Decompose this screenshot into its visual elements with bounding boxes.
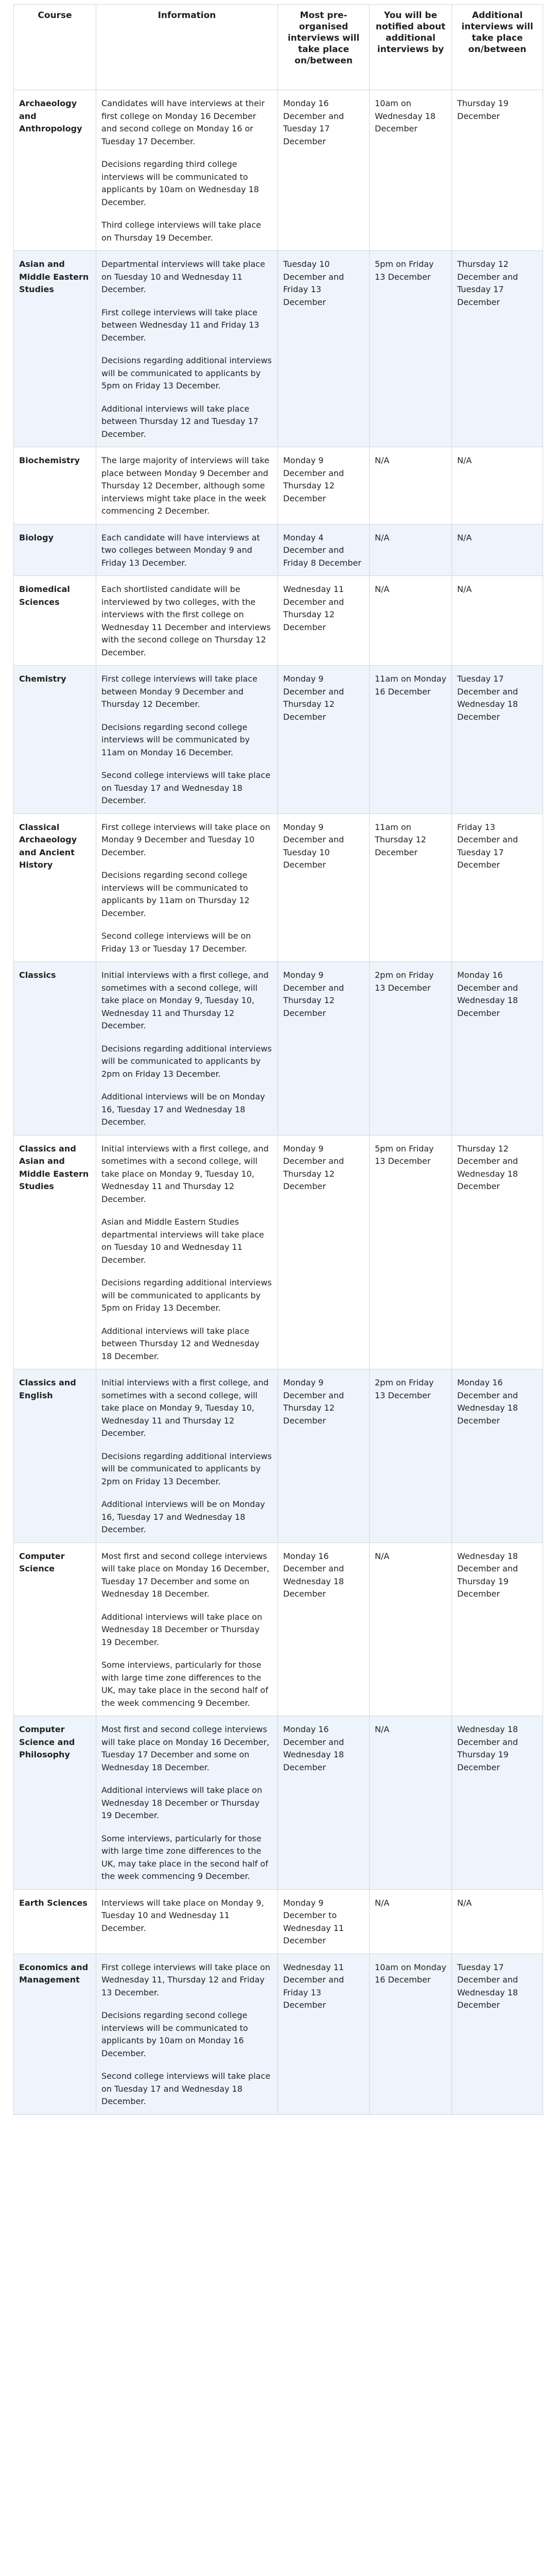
table-row bbox=[14, 814, 543, 962]
course-information bbox=[96, 1954, 278, 2114]
course-information bbox=[96, 1369, 278, 1543]
information-paragraph: Second college interviews will take place on Tuesday 17 and Wednesday 18 December. bbox=[101, 770, 271, 805]
additional-interview-dates: N/A bbox=[452, 1889, 543, 1954]
course-information bbox=[96, 1716, 278, 1890]
information-paragraph: Additional interviews will be on Monday 16, Tuesday 17 and Wednesday 18 December. bbox=[101, 1499, 265, 1534]
header-notified-by: You will be notified about additional interviews by bbox=[370, 5, 452, 90]
information-paragraph: Candidates will have interviews at their first college on Monday 16 December and second college on Monday 16 or Tuesday 17 December. bbox=[101, 98, 265, 146]
interview-table-container bbox=[13, 4, 543, 2115]
course-information bbox=[96, 1135, 278, 1369]
table-row bbox=[14, 1543, 543, 1716]
notification-deadline: 10am on Wednesday 18 December bbox=[370, 90, 452, 251]
course-name: Classical Archaeology and Ancient History bbox=[14, 814, 96, 962]
table-row bbox=[14, 1369, 543, 1543]
information-paragraph: Additional interviews will take place between Thursday 12 and Wednesday 18 December. bbox=[101, 1326, 260, 1361]
information-paragraph: Departmental interviews will take place on Tuesday 10 and Wednesday 11 December. bbox=[101, 259, 265, 294]
additional-interview-dates: Monday 16 December and Wednesday 18 December bbox=[452, 962, 543, 1136]
notification-deadline: 5pm on Friday 13 December bbox=[370, 251, 452, 447]
main-interview-dates: Wednesday 11 December and Friday 13 December bbox=[278, 1954, 370, 2114]
additional-interview-dates: Thursday 12 December and Wednesday 18 December bbox=[452, 1135, 543, 1369]
course-name: Asian and Middle Eastern Studies bbox=[14, 251, 96, 447]
additional-interview-dates: Tuesday 17 December and Wednesday 18 December bbox=[452, 666, 543, 814]
information-paragraph: Second college interviews will be on Friday 13 or Tuesday 17 December. bbox=[101, 931, 251, 954]
main-interview-dates: Monday 9 December and Thursday 12 December bbox=[278, 666, 370, 814]
header-information: Information bbox=[96, 5, 278, 90]
course-name: Classics and Asian and Middle Eastern Studies bbox=[14, 1135, 96, 1369]
main-interview-dates: Monday 9 December and Thursday 12 December bbox=[278, 962, 370, 1136]
information-paragraph: Asian and Middle Eastern Studies departmental interviews will take place on Tuesday 10 and Wednesday 11 December. bbox=[101, 1217, 264, 1265]
information-paragraph: Decisions regarding third college interviews will be communicated to applicants by 10am on Wednesday 18 December. bbox=[101, 159, 259, 207]
information-paragraph: Most first and second college interviews will take place on Monday 16 December, Tuesday 17 December and some on Wednesday 18 December. bbox=[101, 1724, 270, 1772]
information-paragraph: Initial interviews with a first college, and sometimes with a second college, will take place on Monday 9, Tuesday 10, Wednesday 11 and Thursday 12 December. bbox=[101, 1378, 269, 1438]
main-interview-dates: Monday 16 December and Tuesday 17 December bbox=[278, 90, 370, 251]
interview-schedule-table bbox=[13, 4, 543, 2115]
main-interview-dates: Monday 9 December to Wednesday 11 December bbox=[278, 1889, 370, 1954]
information-paragraph: Decisions regarding additional interviews will be communicated to applicants by 2pm on Friday 13 December. bbox=[101, 1451, 272, 1486]
information-paragraph: First college interviews will take place between Wednesday 11 and Friday 13 December. bbox=[101, 307, 259, 343]
information-paragraph: The large majority of interviews will take place between Monday 9 December and Thursday 12 December, although some interviews might take place in the week commencing 2 December. bbox=[101, 455, 270, 516]
additional-interview-dates: N/A bbox=[452, 524, 543, 576]
notification-deadline: 10am on Monday 16 December bbox=[370, 1954, 452, 2114]
table-row bbox=[14, 90, 543, 251]
information-paragraph: Additional interviews will be on Monday 16, Tuesday 17 and Wednesday 18 December. bbox=[101, 1092, 265, 1127]
course-information bbox=[96, 251, 278, 447]
additional-interview-dates: Monday 16 December and Wednesday 18 December bbox=[452, 1369, 543, 1543]
table-row bbox=[14, 1954, 543, 2114]
information-paragraph: Some interviews, particularly for those with large time zone differences to the UK, may take place in the second half of the week commencing 9 December. bbox=[101, 1660, 268, 1708]
information-paragraph: Most first and second college interviews will take place on Monday 16 December, Tuesday 17 December and some on Wednesday 18 December. bbox=[101, 1551, 270, 1599]
main-interview-dates: Monday 9 December and Tuesday 10 December bbox=[278, 814, 370, 962]
table-row bbox=[14, 1135, 543, 1369]
information-paragraph: Additional interviews will take place on Wednesday 18 December or Thursday 19 December. bbox=[101, 1785, 263, 1820]
course-name: Classics and English bbox=[14, 1369, 96, 1543]
course-information bbox=[96, 962, 278, 1136]
notification-deadline: 11am on Thursday 12 December bbox=[370, 814, 452, 962]
course-information bbox=[96, 576, 278, 666]
information-paragraph: First college interviews will take place on Wednesday 11, Thursday 12 and Friday 13 December. bbox=[101, 1962, 270, 1997]
main-interview-dates: Monday 16 December and Wednesday 18 December bbox=[278, 1716, 370, 1890]
course-name: Computer Science and Philosophy bbox=[14, 1716, 96, 1890]
main-interview-dates: Monday 9 December and Thursday 12 December bbox=[278, 447, 370, 524]
information-paragraph: Decisions regarding second college interviews will be communicated to applicants by 11am on Thursday 12 December. bbox=[101, 870, 250, 918]
table-row bbox=[14, 962, 543, 1136]
notification-deadline: 11am on Monday 16 December bbox=[370, 666, 452, 814]
header-main-dates: Most pre-organised interviews will take place on/between bbox=[278, 5, 370, 90]
additional-interview-dates: Thursday 19 December bbox=[452, 90, 543, 251]
main-interview-dates: Monday 9 December and Thursday 12 December bbox=[278, 1135, 370, 1369]
notification-deadline: N/A bbox=[370, 524, 452, 576]
notification-deadline: N/A bbox=[370, 1889, 452, 1954]
additional-interview-dates: Wednesday 18 December and Thursday 19 December bbox=[452, 1716, 543, 1890]
notification-deadline: 2pm on Friday 13 December bbox=[370, 1369, 452, 1543]
information-paragraph: Interviews will take place on Monday 9, Tuesday 10 and Wednesday 11 December. bbox=[101, 1897, 264, 1933]
information-paragraph: Decisions regarding additional interviews will be communicated to applicants by 2pm on Friday 13 December. bbox=[101, 1043, 272, 1079]
header-additional-dates: Additional interviews will take place on/between bbox=[452, 5, 543, 90]
notification-deadline: N/A bbox=[370, 447, 452, 524]
header-course: Course bbox=[14, 5, 96, 90]
additional-interview-dates: Tuesday 17 December and Wednesday 18 December bbox=[452, 1954, 543, 2114]
information-paragraph: Decisions regarding additional interviews will be communicated to applicants by 5pm on Friday 13 December. bbox=[101, 1278, 272, 1313]
course-information bbox=[96, 666, 278, 814]
course-information bbox=[96, 814, 278, 962]
course-name: Earth Sciences bbox=[14, 1889, 96, 1954]
information-paragraph: Decisions regarding second college interviews will be communicated to applicants by 10am on Monday 16 December. bbox=[101, 2010, 248, 2058]
main-interview-dates: Monday 16 December and Wednesday 18 December bbox=[278, 1543, 370, 1716]
information-paragraph: Some interviews, particularly for those with large time zone differences to the UK, may take place in the second half of the week commencing 9 December. bbox=[101, 1833, 268, 1881]
course-name: Computer Science bbox=[14, 1543, 96, 1716]
course-name: Economics and Management bbox=[14, 1954, 96, 2114]
information-paragraph: Initial interviews with a first college, and sometimes with a second college, will take place on Monday 9, Tuesday 10, Wednesday 11 and Thursday 12 December. bbox=[101, 970, 269, 1030]
course-information bbox=[96, 1543, 278, 1716]
main-interview-dates: Wednesday 11 December and Thursday 12 December bbox=[278, 576, 370, 666]
notification-deadline: N/A bbox=[370, 1716, 452, 1890]
notification-deadline: 5pm on Friday 13 December bbox=[370, 1135, 452, 1369]
table-row bbox=[14, 576, 543, 666]
course-information bbox=[96, 1889, 278, 1954]
information-paragraph: Each candidate will have interviews at two colleges between Monday 9 and Friday 13 December. bbox=[101, 532, 260, 568]
table-row bbox=[14, 251, 543, 447]
information-paragraph: Decisions regarding additional interviews will be communicated to applicants by 5pm on Friday 13 December. bbox=[101, 355, 272, 391]
table-row bbox=[14, 447, 543, 524]
main-interview-dates: Tuesday 10 December and Friday 13 December bbox=[278, 251, 370, 447]
information-paragraph: First college interviews will take place on Monday 9 December and Tuesday 10 December. bbox=[101, 822, 270, 857]
main-interview-dates: Monday 9 December and Thursday 12 December bbox=[278, 1369, 370, 1543]
additional-interview-dates: Thursday 12 December and Tuesday 17 December bbox=[452, 251, 543, 447]
notification-deadline: N/A bbox=[370, 576, 452, 666]
information-paragraph: Initial interviews with a first college, and sometimes with a second college, will take place on Monday 9, Tuesday 10, Wednesday 11 and Thursday 12 December. bbox=[101, 1143, 269, 1204]
information-paragraph: Decisions regarding second college interviews will be communicated by 11am on Monday 16 December. bbox=[101, 722, 250, 757]
course-information bbox=[96, 90, 278, 251]
course-name: Biology bbox=[14, 524, 96, 576]
additional-interview-dates: N/A bbox=[452, 447, 543, 524]
course-name: Biochemistry bbox=[14, 447, 96, 524]
course-name: Chemistry bbox=[14, 666, 96, 814]
information-paragraph: Second college interviews will take place on Tuesday 17 and Wednesday 18 December. bbox=[101, 2071, 271, 2106]
information-paragraph: Third college interviews will take place on Thursday 19 December. bbox=[101, 220, 262, 243]
table-row bbox=[14, 524, 543, 576]
course-name: Classics bbox=[14, 962, 96, 1136]
additional-interview-dates: Wednesday 18 December and Thursday 19 December bbox=[452, 1543, 543, 1716]
course-name: Biomedical Sciences bbox=[14, 576, 96, 666]
information-paragraph: Additional interviews will take place between Thursday 12 and Tuesday 17 December. bbox=[101, 403, 258, 439]
additional-interview-dates: N/A bbox=[452, 576, 543, 666]
notification-deadline: N/A bbox=[370, 1543, 452, 1716]
table-row bbox=[14, 1889, 543, 1954]
main-interview-dates: Monday 4 December and Friday 8 December bbox=[278, 524, 370, 576]
course-name: Archaeology and Anthropology bbox=[14, 90, 96, 251]
information-paragraph: Each shortlisted candidate will be interviewed by two colleges, with the interviews with the first college on Wednesday 11 December and interviews with the second college on Thursday 12 December. bbox=[101, 584, 271, 657]
course-information bbox=[96, 524, 278, 576]
table-row bbox=[14, 1716, 543, 1890]
information-paragraph: First college interviews will take place between Monday 9 December and Thursday 12 December. bbox=[101, 674, 257, 709]
notification-deadline: 2pm on Friday 13 December bbox=[370, 962, 452, 1136]
information-paragraph: Additional interviews will take place on Wednesday 18 December or Thursday 19 December. bbox=[101, 1612, 263, 1647]
table-row bbox=[14, 666, 543, 814]
additional-interview-dates: Friday 13 December and Tuesday 17 December bbox=[452, 814, 543, 962]
table-header-row bbox=[14, 5, 543, 90]
course-information bbox=[96, 447, 278, 524]
